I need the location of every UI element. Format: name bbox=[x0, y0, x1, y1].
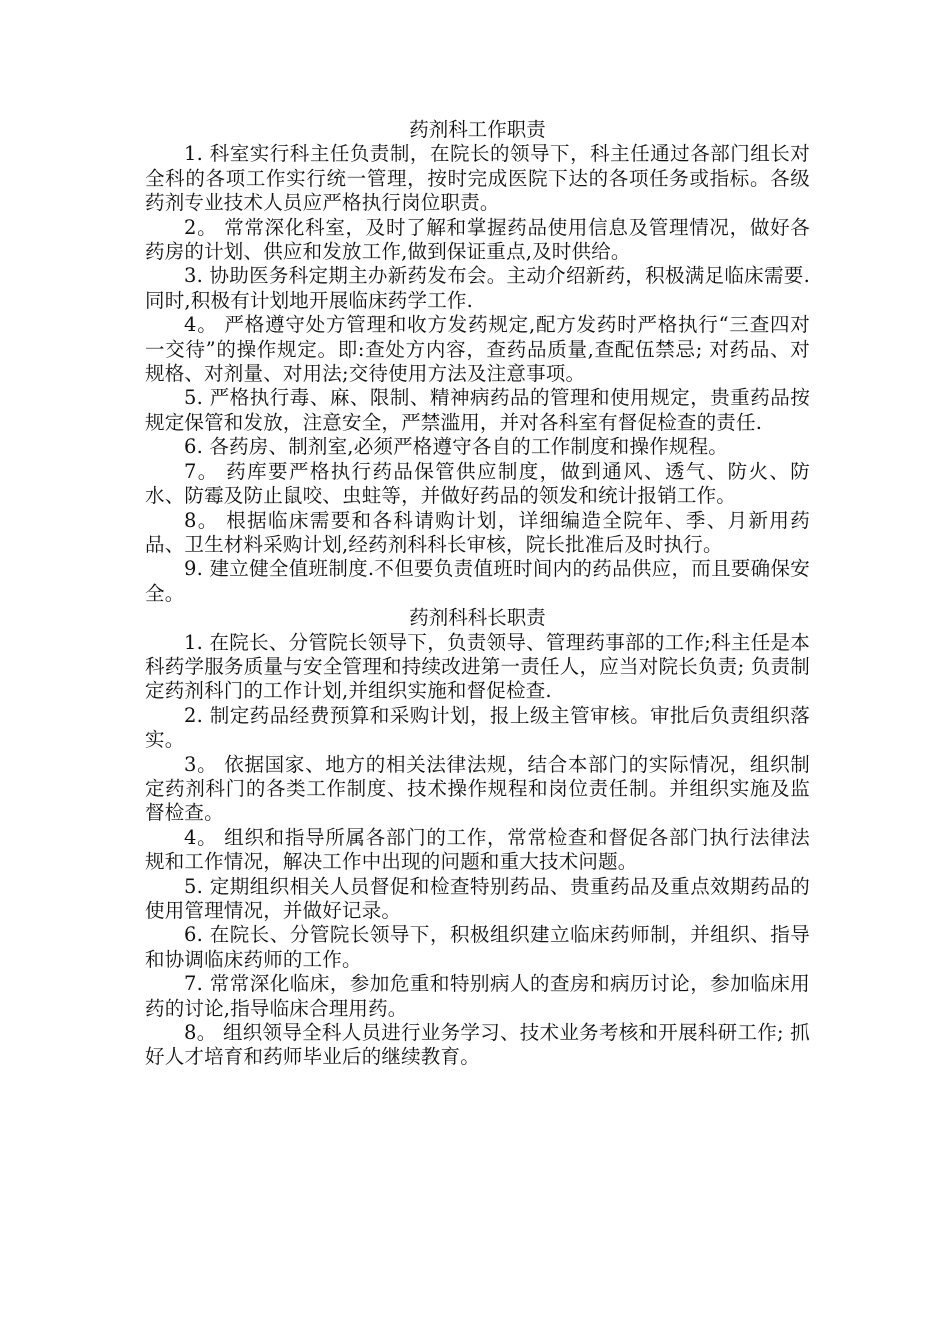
paragraph: 5. 定期组织相关人员督促和检查特别药品、贵重药品及重点效期药品的使用管理情况，并做好记录。 bbox=[145, 874, 810, 922]
document-page bbox=[145, 118, 810, 1070]
paragraph: 3. 协助医务科定期主办新药发布会。主动介绍新药，积极满足临床需要.同时,积极有计划地开展临床药学工作. bbox=[145, 264, 810, 312]
paragraph: 7. 常常深化临床，参加危重和特别病人的查房和病历讨论，参加临床用药的讨论,指导临床合理用药。 bbox=[145, 972, 810, 1020]
paragraph: 9. 建立健全值班制度.不但要负责值班时间内的药品供应，而且要确保安全。 bbox=[145, 557, 810, 605]
paragraph: 7。 药库要严格执行药品保管供应制度，做到通风、透气、防火、防水、防霉及防止鼠咬、虫蛀等，并做好药品的领发和统计报销工作。 bbox=[145, 459, 810, 508]
paragraph: 1. 科室实行科主任负责制，在院长的领导下，科主任通过各部门组长对全科的各项工作实行统一管理，按时完成医院下达的各项任务或指标。各级药剂专业技术人员应严格执行岗位职责。 bbox=[145, 142, 810, 215]
paragraph: 8。 组织领导全科人员进行业务学习、技术业务考核和开展科研工作; 抓好人才培育和药师毕业后的继续教育。 bbox=[145, 1021, 810, 1069]
paragraph: 1. 在院长、分管院长领导下，负责领导、管理药事部的工作;科主任是本科药学服务质量与安全管理和持续改进第一责任人，应当对院长负责; 负责制定药剂科门的工作计划,并组织实施和督促检查. bbox=[145, 630, 810, 703]
paragraph: 4。 严格遵守处方管理和收方发药规定,配方发药时严格执行“三查四对一交待”的操作规定。即:查处方内容，查药品质量,查配伍禁忌; 对药品、对规格、对剂量、对用法;交待使用方法及注意事项。 bbox=[145, 313, 810, 386]
paragraph: 2。 常常深化科室，及时了解和掌握药品使用信息及管理情况，做好各药房的计划、供应和发放工作,做到保证重点,及时供给。 bbox=[145, 215, 810, 264]
section-title-chief-duties: 药剂科科长职责 bbox=[409, 606, 546, 630]
paragraph: 6. 各药房、制剂室,必须严格遵守各自的工作制度和操作规程。 bbox=[184, 435, 729, 459]
paragraph: 4。 组织和指导所属各部门的工作，常常检查和督促各部门执行法律法规和工作情况，解决工作中出现的问题和重大技术问题。 bbox=[145, 825, 810, 874]
paragraph: 5. 严格执行毒、麻、限制、精神病药品的管理和使用规定，贵重药品按规定保管和发放，注意安全，严禁滥用，并对各科室有督促检查的责任. bbox=[145, 386, 810, 434]
paragraph: 6. 在院长、分管院长领导下，积极组织建立临床药师制，并组织、指导和协调临床药师的工作。 bbox=[145, 923, 810, 971]
paragraph: 2. 制定药品经费预算和采购计划，报上级主管审核。审批后负责组织落实。 bbox=[145, 703, 810, 752]
paragraph: 3。 依据国家、地方的相关法律法规，结合本部门的实际情况，组织制定药剂科门的各类工作制度、技术操作规程和岗位责任制。并组织实施及监督检查。 bbox=[145, 752, 810, 825]
paragraph: 8。 根据临床需要和各科请购计划，详细编造全院年、季、月新用药品、卫生材料采购计划,经药剂科科长审核，院长批准后及时执行。 bbox=[145, 508, 810, 556]
section-title-work-duties: 药剂科工作职责 bbox=[409, 118, 546, 141]
